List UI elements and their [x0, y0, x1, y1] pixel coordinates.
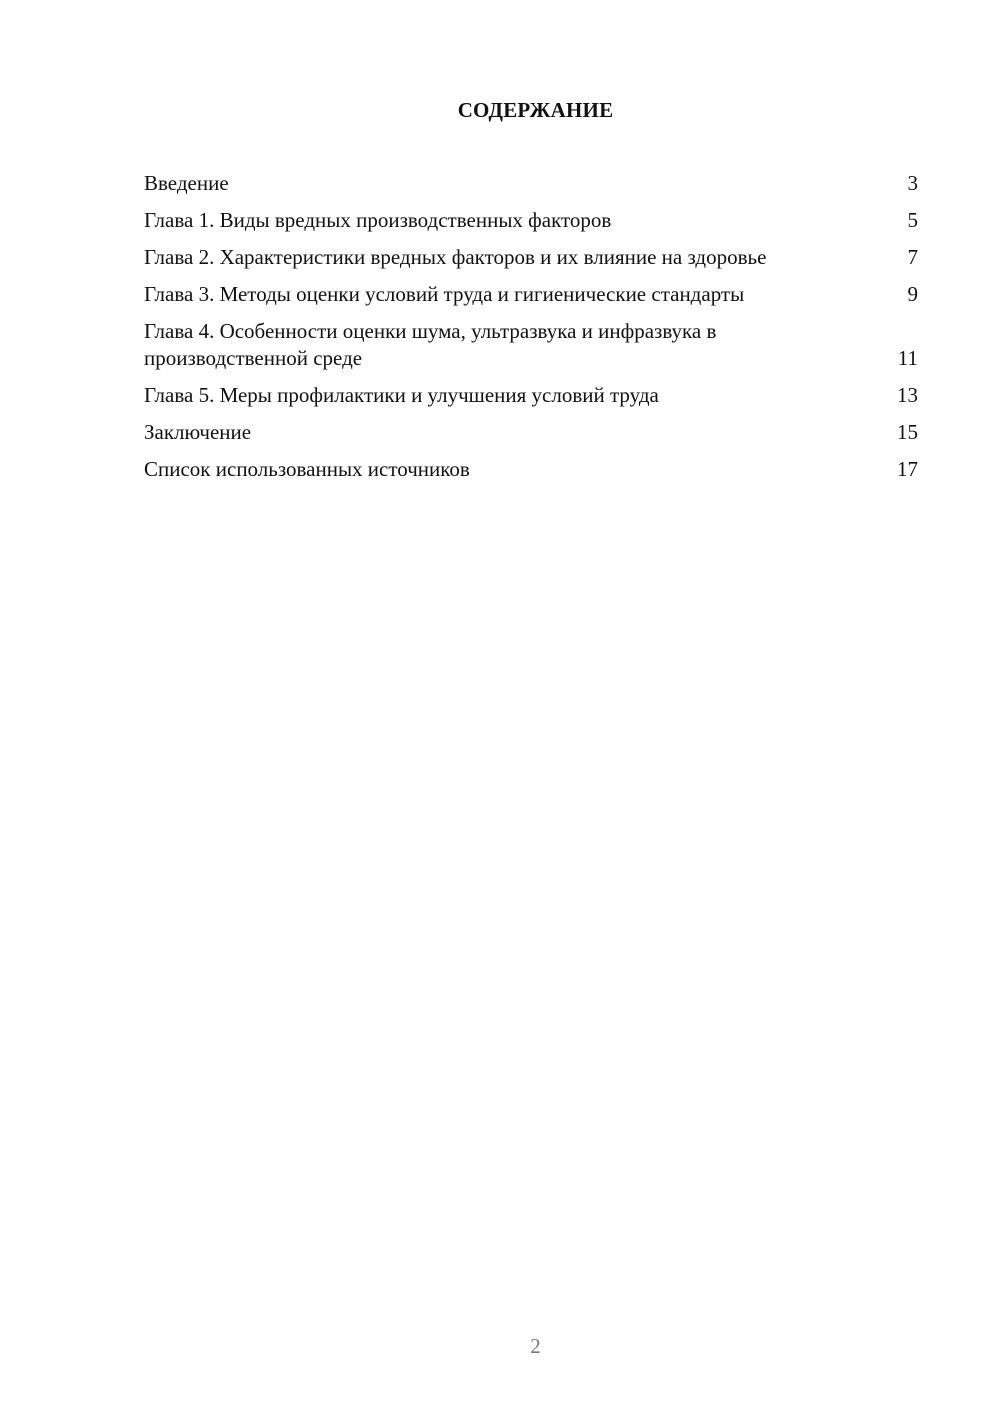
- toc-entry-references[interactable]: [144, 456, 918, 483]
- page-title: СОДЕРЖАНИЕ: [457, 98, 614, 122]
- toc-entry-page: 3: [907, 171, 918, 195]
- toc-entry-chapter-4[interactable]: [144, 318, 918, 372]
- toc-entry-chapter-2[interactable]: [144, 244, 918, 271]
- toc-entry-text: Список использованных источников: [144, 457, 470, 481]
- table-of-contents: [144, 170, 918, 493]
- toc-entry-page: 5: [907, 208, 918, 232]
- toc-entry-page: 11: [897, 346, 918, 370]
- toc-entry-text: Заключение: [144, 420, 252, 444]
- toc-entry-page: 13: [897, 383, 918, 407]
- toc-entry-text: Глава 1. Виды вредных производственных факторов: [144, 208, 612, 232]
- page-number: 2: [530, 1334, 541, 1358]
- toc-entry-page: 9: [907, 282, 918, 306]
- toc-entry-page: 7: [907, 245, 918, 269]
- toc-entry-chapter-5[interactable]: [144, 382, 918, 409]
- toc-entry-text: Глава 2. Характеристики вредных факторов и их влияние на здоровье: [144, 245, 767, 269]
- toc-entry-chapter-1[interactable]: [144, 207, 918, 234]
- toc-entry-text: Введение: [144, 171, 229, 195]
- toc-entry-text: Глава 4. Особенности оценки шума, ультразвука и инфразвука в производственной среде: [144, 319, 717, 370]
- toc-entry-chapter-3[interactable]: [144, 281, 918, 308]
- toc-entry-text: Глава 5. Меры профилактики и улучшения условий труда: [144, 383, 659, 407]
- toc-entry-page: 15: [897, 420, 918, 444]
- toc-entry-text: Глава 3. Методы оценки условий труда и гигиенические стандарты: [144, 282, 745, 306]
- toc-entry-page: 17: [897, 457, 918, 481]
- toc-entry-introduction[interactable]: [144, 170, 918, 197]
- toc-entry-conclusion[interactable]: [144, 419, 918, 446]
